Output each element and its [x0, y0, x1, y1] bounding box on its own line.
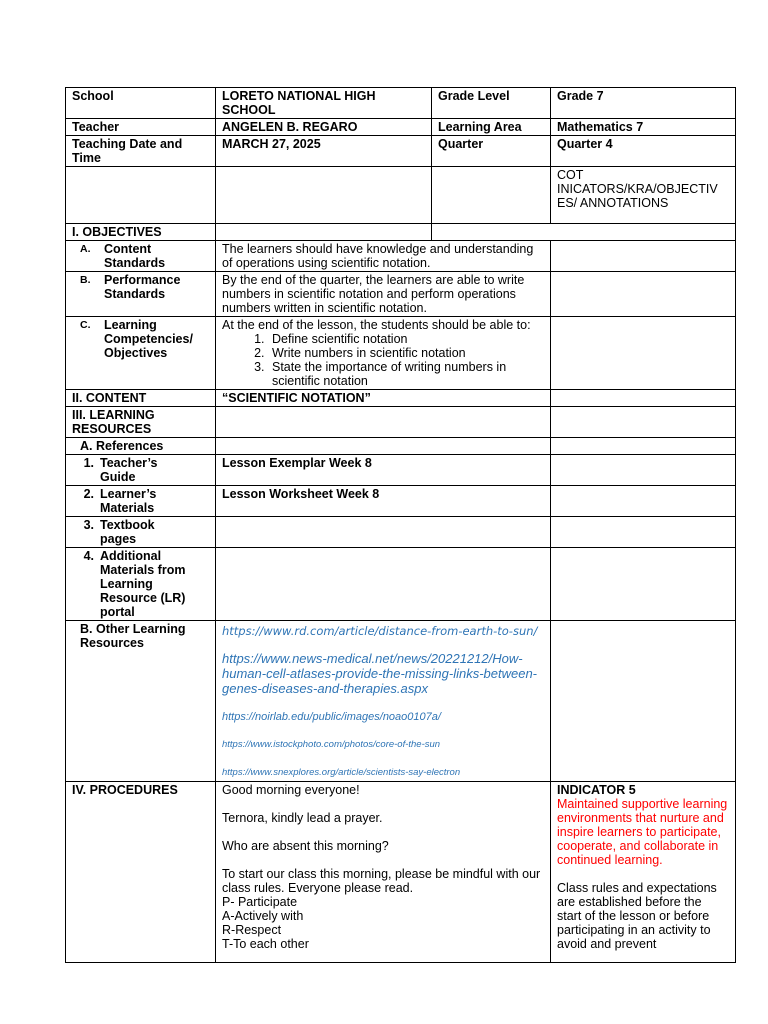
competencies-list [222, 332, 544, 388]
content-standards-row [66, 241, 736, 272]
teacher-label: Teacher [66, 119, 216, 136]
rules-intro-text: To start our class this morning, please be mindful with our class rules. Everyone please read. [222, 867, 541, 895]
learners-materials-row [66, 486, 736, 517]
learning-area-value: Mathematics 7 [551, 119, 736, 136]
teachers-guide-cell: 1. Teacher’s Guide [66, 455, 216, 486]
date-label: Teaching Date and Time [66, 136, 216, 167]
competencies-letter: C. [80, 319, 91, 331]
content-row [66, 390, 736, 407]
objectives-heading-row [66, 224, 736, 241]
teachers-guide-label: Teacher’s Guide [100, 456, 158, 484]
textbook-label: Textbook pages [100, 518, 155, 546]
indicator-cell [551, 782, 736, 963]
list-item: R-Respect [222, 923, 282, 937]
indicator-title: INDICATOR 5 [557, 783, 636, 797]
competencies-cell [66, 317, 216, 390]
learners-materials-value: Lesson Worksheet Week 8 [216, 486, 551, 517]
procedures-row [66, 782, 736, 963]
school-row [66, 88, 736, 119]
prayer-text: Ternora, kindly lead a prayer. [222, 811, 383, 825]
learning-resources-heading: III. LEARNING RESOURCES [66, 407, 216, 438]
other-resources-row [66, 621, 736, 782]
competencies-label: Learning Competencies/ Objectives [104, 318, 193, 360]
learning-resources-row [66, 407, 736, 438]
performance-standards-text: By the end of the quarter, the learners are able to write numbers in scientific notation and perform operations numbers written in scientific notation. [216, 272, 551, 317]
competencies-intro: At the end of the lesson, the students should be able to: [222, 318, 531, 332]
date-row [66, 136, 736, 167]
learners-materials-label: Learner’s Materials [100, 487, 157, 515]
grade-level-value: Grade 7 [551, 88, 736, 119]
performance-standards-row [66, 272, 736, 317]
competencies-text [216, 317, 551, 390]
learning-area-label: Learning Area [432, 119, 551, 136]
procedures-text [216, 782, 551, 963]
resource-link-2[interactable]: https://www.news-medical.net/news/20221212/How-human-cell-atlases-provide-the-missing-links-between-genes-diseases-and-therapies.aspx [222, 651, 538, 696]
references-label: A. References [66, 438, 216, 455]
list-item: 2. Write numbers in scientific notation [268, 346, 544, 360]
date-value: MARCH 27, 2025 [216, 136, 432, 167]
school-label: School [66, 88, 216, 119]
grade-level-label: Grade Level [432, 88, 551, 119]
teacher-value: ANGELEN B. REGARO [216, 119, 432, 136]
other-resources-label: B. Other Learning Resources [66, 621, 216, 782]
indicator-note: Class rules and expectations are established before the start of the lesson or before participating in an activity to avoid and prevent [557, 881, 717, 951]
performance-standards-label: Performance Standards [104, 273, 181, 301]
teachers-guide-row [66, 455, 736, 486]
cot-label: COT INICATORS/KRA/OBJECTIV ES/ ANNOTATIONS [551, 167, 736, 224]
competencies-row [66, 317, 736, 390]
indicator-text: Maintained supportive learning environments that nurture and inspire learners to participate, cooperate, and collaborate in continued learning. [557, 797, 728, 867]
textbook-cell: 3. Textbook pages [66, 517, 216, 548]
quarter-value: Quarter 4 [551, 136, 736, 167]
quarter-label: Quarter [432, 136, 551, 167]
list-item: P- Participate [222, 895, 298, 909]
learners-materials-cell: 2. Learner’s Materials [66, 486, 216, 517]
list-item: 1. Define scientific notation [268, 332, 544, 346]
resource-link-5[interactable]: https://www.snexplores.org/article/scientists-say-electron [222, 767, 461, 778]
textbook-row [66, 517, 736, 548]
content-standards-label: Content Standards [104, 242, 166, 270]
absent-text: Who are absent this morning? [222, 839, 389, 853]
list-item: A-Actively with [222, 909, 304, 923]
greeting-text: Good morning everyone! [222, 783, 360, 797]
content-standards-cell [66, 241, 216, 272]
resource-link-4[interactable]: https://www.istockphoto.com/photos/core-of-the-sun [222, 739, 441, 750]
list-item: 3. State the importance of writing numbers in scientific notation [268, 360, 544, 388]
content-title: “SCIENTIFIC NOTATION” [216, 390, 551, 407]
content-standards-text: The learners should have knowledge and understanding of operations using scientific notation. [216, 241, 551, 272]
list-item: T-To each other [222, 937, 309, 951]
teacher-row [66, 119, 736, 136]
cot-row [66, 167, 736, 224]
resource-link-1[interactable]: https://www.rd.com/article/distance-from-earth-to-sun/ [222, 624, 538, 638]
resource-link-3[interactable]: https://noirlab.edu/public/images/noao0107a/ [222, 711, 441, 723]
references-row [66, 438, 736, 455]
lesson-plan-table [65, 87, 736, 963]
content-heading: II. CONTENT [66, 390, 216, 407]
teachers-guide-value: Lesson Exemplar Week 8 [216, 455, 551, 486]
school-value: LORETO NATIONAL HIGH SCHOOL [216, 88, 432, 119]
procedures-heading: IV. PROCEDURES [66, 782, 216, 963]
performance-letter: B. [80, 274, 91, 286]
other-resources-links [216, 621, 551, 782]
additional-materials-cell: 4. Additional Materials from Learning Resource (LR) portal [66, 548, 216, 621]
objectives-heading: I. OBJECTIVES [66, 224, 216, 241]
additional-materials-row [66, 548, 736, 621]
additional-materials-label: Additional Materials from Learning Resource (LR) portal [100, 549, 186, 619]
performance-standards-cell [66, 272, 216, 317]
content-letter: A. [80, 243, 91, 255]
